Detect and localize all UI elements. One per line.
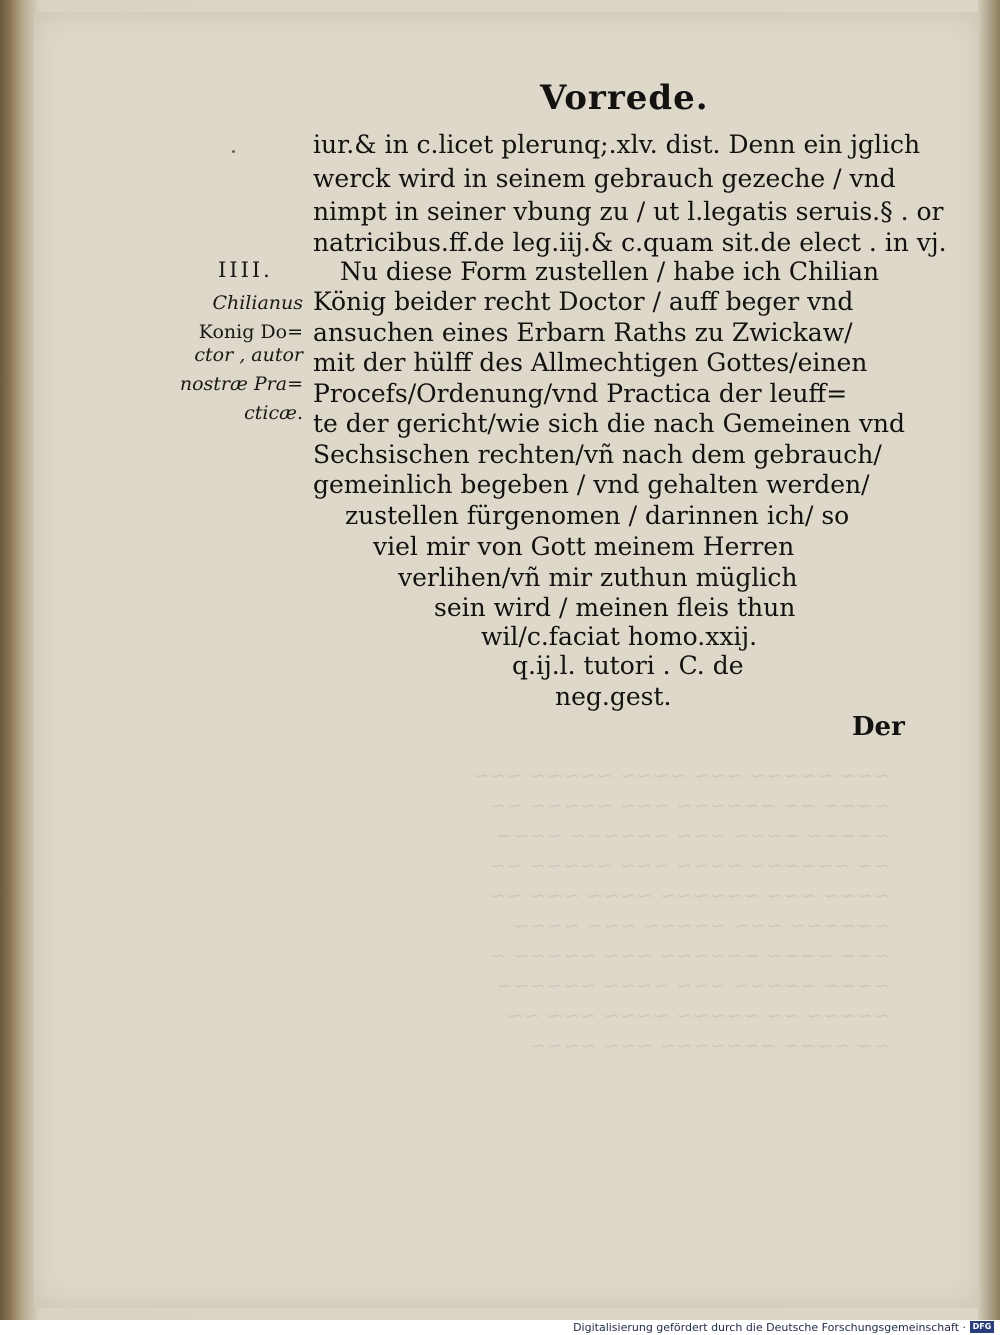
text-line: natricibus.ff.de leg.iij.& c.quam sit.de elect . in vj. [313, 228, 947, 257]
text-line: gemeinlich begeben / vnd gehalten werden/ [313, 470, 870, 499]
show-through-text: ~~~ ~~~~~ ~~~ ~~~~ ~~~~~ ~~~ ~~~~ ~~ ~~~~~~ ~~~ ~~~~~ ~~ ~~~~~ ~~~~ ~~~ ~~~~~~ ~~~~ ~~ ~~~~~~ ~~~~ ~~~ ~~~~~ ~~ ~~~~ ~~~ ~~~~~~ ~~~~ ~~~ ~~ ~~~~~~ ~~~ ~~~~~ ~~~ ~~~~ ~~~ ~~~~ ~~~~~~ ~~~ ~~~~~ ~ ~~~~ ~~~~~ ~~~ ~~~~ ~~~~~~ ~~~~~ ~~ ~~~~~ ~~~~ ~~~ ~~ ~~ ~~~~ ~~~~~~~ ~~~ ~~~~ [472, 763, 890, 1057]
text-line: zustellen fürgenomen / darinnen ich/ so [345, 501, 850, 530]
dfg-logo-icon: DFG [970, 1321, 994, 1333]
catchword: Der [852, 712, 905, 742]
margin-note-line: cticæ. [244, 402, 303, 424]
section-number: IIII. [218, 258, 273, 282]
margin-note-line: Konig Do= [198, 321, 303, 343]
text-line: Sechsischen rechten/vñ nach dem gebrauch/ [313, 440, 882, 469]
text-line: wil/c.faciat homo.xxij. [481, 622, 758, 651]
text-line: sein wird / meinen fleis thun [434, 593, 796, 622]
margin-note-line: Chilianus [212, 292, 303, 314]
text-line: ansuchen eines Erbarn Raths zu Zwickaw/ [313, 318, 853, 347]
running-header: Vorrede. [540, 78, 709, 118]
text-line: Procefs/Ordenung/vnd Practica der leuff= [313, 379, 848, 408]
text-line: te der gericht/wie sich die nach Gemeinen vnd [313, 409, 906, 438]
footer-bar [0, 1320, 1000, 1335]
page-edge-shadow [978, 0, 1000, 1320]
text-line: nimpt in seiner vbung zu / ut l.legatis seruis.§ . or [313, 197, 944, 226]
margin-note-line: ctor , autor [194, 344, 303, 366]
text-line: verlihen/vñ mir zuthun müglich [398, 563, 798, 592]
text-line: König beider recht Doctor / auff beger vnd [313, 287, 854, 316]
text-line: q.ij.l. tutori . C. de [512, 651, 744, 680]
margin-note-line: nostræ Pra= [179, 373, 303, 395]
text-line: Nu diese Form zustellen / habe ich Chilian [340, 257, 880, 286]
text-line: viel mir von Gott meinem Herren [373, 532, 795, 561]
footer-credit: Digitalisierung gefördert durch die Deutsche Forschungsgemeinschaft · [573, 1321, 966, 1334]
text-line: werck wird in seinem gebrauch gezeche / vnd [313, 164, 896, 193]
text-line: neg.gest. [555, 682, 672, 711]
text-line: iur.& in c.licet plerunq;.xlv. dist. Denn ein jglich [313, 130, 921, 159]
text-line: mit der hülff des Allmechtigen Gottes/einen [313, 348, 868, 377]
ink-speck [232, 150, 235, 153]
